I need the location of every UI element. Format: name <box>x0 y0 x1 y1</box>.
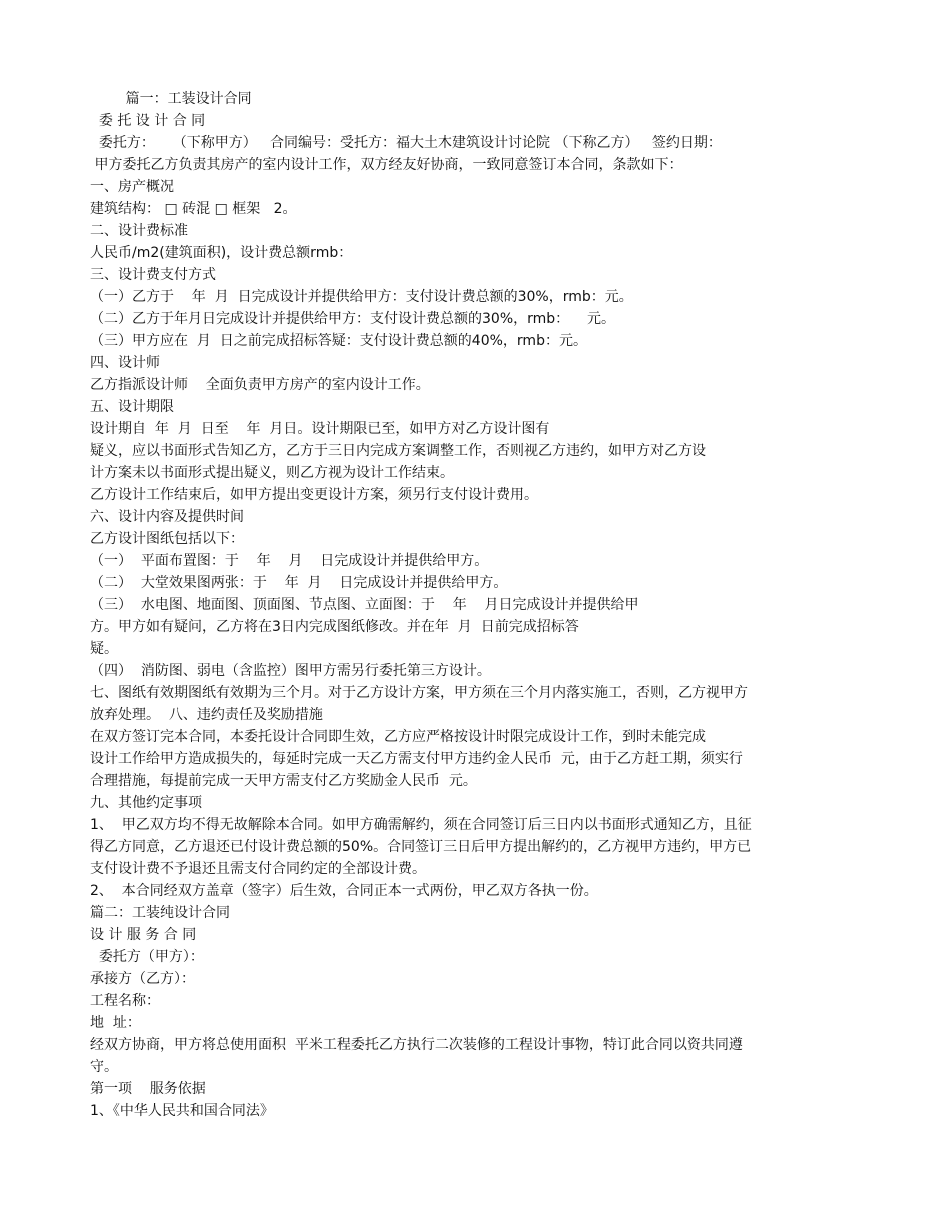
clause-heading: 一、房产概况 <box>90 179 174 195</box>
paragraph-line: 在双方签订完本合同，本委托设计合同即生效，乙方应严格按设计时限完成设计工作，到时未能完成 <box>90 729 706 745</box>
paragraph-line: （二） 大堂效果图两张：于 年 月 日完成设计并提供给甲方。 <box>90 575 508 591</box>
address-field: 地 址： <box>90 1015 141 1031</box>
clause-heading: 三、设计费支付方式 <box>90 267 216 283</box>
paragraph-line: 方。甲方如有疑问，乙方将在3日内完成图纸修改。并在年 月 日前完成招标答 <box>90 619 579 635</box>
paragraph-line: 设计工作给甲方造成损失的，每延时完成一天乙方需支付甲方违约金人民币 元，由于乙方赶工期，须实行 <box>90 751 743 767</box>
paragraph-line: 守。 <box>90 1059 118 1075</box>
paragraph-line: 经双方协商，甲方将总使用面积 平米工程委托乙方执行二次装修的工程设计事物，特订此合同以资共同遵 <box>90 1037 743 1053</box>
parties-line: 委托方： （下称甲方） 合同编号：受托方：福大土木建筑设计讨论院 （下称乙方） 签约日期： <box>90 135 722 151</box>
paragraph-line: （一） 平面布置图：于 年 月 日完成设计并提供给甲方。 <box>90 553 489 569</box>
clause-heading: 第一项 服务依据 <box>90 1081 206 1097</box>
paragraph-line: 人民币/m2(建筑面积)，设计费总额rmb： <box>90 245 353 261</box>
clause-heading: 五、设计期限 <box>90 399 174 415</box>
paragraph-line: 乙方设计图纸包括以下： <box>90 531 244 547</box>
paragraph-line: （四） 消防图、弱电（含监控）图甲方需另行委托第三方设计。 <box>90 663 491 679</box>
paragraph-line: 乙方设计工作结束后，如甲方提出变更设计方案，须另行支付设计费用。 <box>90 487 538 503</box>
paragraph-line: 得乙方同意，乙方退还已付设计费总额的50%。合同签订三日后甲方提出解约的，乙方视甲方违约，甲方已 <box>90 839 752 855</box>
party-field: 委托方（甲方）： <box>90 949 204 965</box>
paragraph-line: 设计期自 年 月 日至 年 月日。设计期限已至，如甲方对乙方设计图有 <box>90 421 550 437</box>
paragraph-line: 1、《中华人民共和国合同法》 <box>90 1103 274 1119</box>
project-name-field: 工程名称： <box>90 993 160 1009</box>
paragraph-line: 甲方委托乙方负责其房产的室内设计工作，双方经友好协商，一致同意签订本合同，条款如下： <box>90 157 683 173</box>
paragraph-line: 乙方指派设计师 全面负责甲方房产的室内设计工作。 <box>90 377 430 393</box>
paragraph-line: 支付设计费不予退还且需支付合同约定的全部设计费。 <box>90 861 426 877</box>
paragraph-line: 建筑结构： □ 砖混 □ 框架 2。 <box>90 201 297 217</box>
paragraph-line: 合理措施，每提前完成一天甲方需支付乙方奖励金人民币 元。 <box>90 773 477 789</box>
paragraph-line: 放弃处理。 八、违约责任及奖励措施 <box>90 707 323 723</box>
section-title: 篇二：工装纯设计合同 <box>90 905 230 921</box>
paragraph-line: 计方案未以书面形式提出疑义，则乙方视为设计工作结束。 <box>90 465 454 481</box>
clause-heading: 四、设计师 <box>90 355 160 371</box>
clause-heading: 六、设计内容及提供时间 <box>90 509 244 525</box>
paragraph-line: （三）甲方应在 月 日之前完成招标答疑：支付设计费总额的40%，rmb：元。 <box>90 333 587 349</box>
clause-heading: 二、设计费标准 <box>90 223 188 239</box>
paragraph-line: 七、图纸有效期图纸有效期为三个月。对于乙方设计方案，甲方须在三个月内落实施工，否则，乙方视甲方 <box>90 685 748 701</box>
contract-title: 委 托 设 计 合 同 <box>90 113 206 129</box>
paragraph-line: 2、 本合同经双方盖章（签字）后生效，合同正本一式两份，甲乙双方各执一份。 <box>90 883 598 899</box>
paragraph-line: （三） 水电图、地面图、顶面图、节点图、立面图：于 年 月日完成设计并提供给甲 <box>90 597 639 613</box>
paragraph-line: （一）乙方于 年 月 日完成设计并提供给甲方：支付设计费总额的30%，rmb：元。 <box>90 289 633 305</box>
contract-title: 设 计 服 务 合 同 <box>90 927 197 943</box>
clause-heading: 九、其他约定事项 <box>90 795 202 811</box>
section-title: 篇一：工装设计合同 <box>90 91 252 107</box>
party-field: 承接方（乙方）： <box>90 971 195 987</box>
paragraph-line: 1、 甲乙双方均不得无故解除本合同。如甲方确需解约，须在合同签订后三日内以书面形式通知乙方，且征 <box>90 817 752 833</box>
paragraph-line: 疑义，应以书面形式告知乙方，乙方于三日内完成方案调整工作，否则视乙方违约，如甲方对乙方设 <box>90 443 706 459</box>
paragraph-line: （二）乙方于年月日完成设计并提供给甲方：支付设计费总额的30%，rmb： 元。 <box>90 311 615 327</box>
paragraph-line: 疑。 <box>90 641 118 657</box>
